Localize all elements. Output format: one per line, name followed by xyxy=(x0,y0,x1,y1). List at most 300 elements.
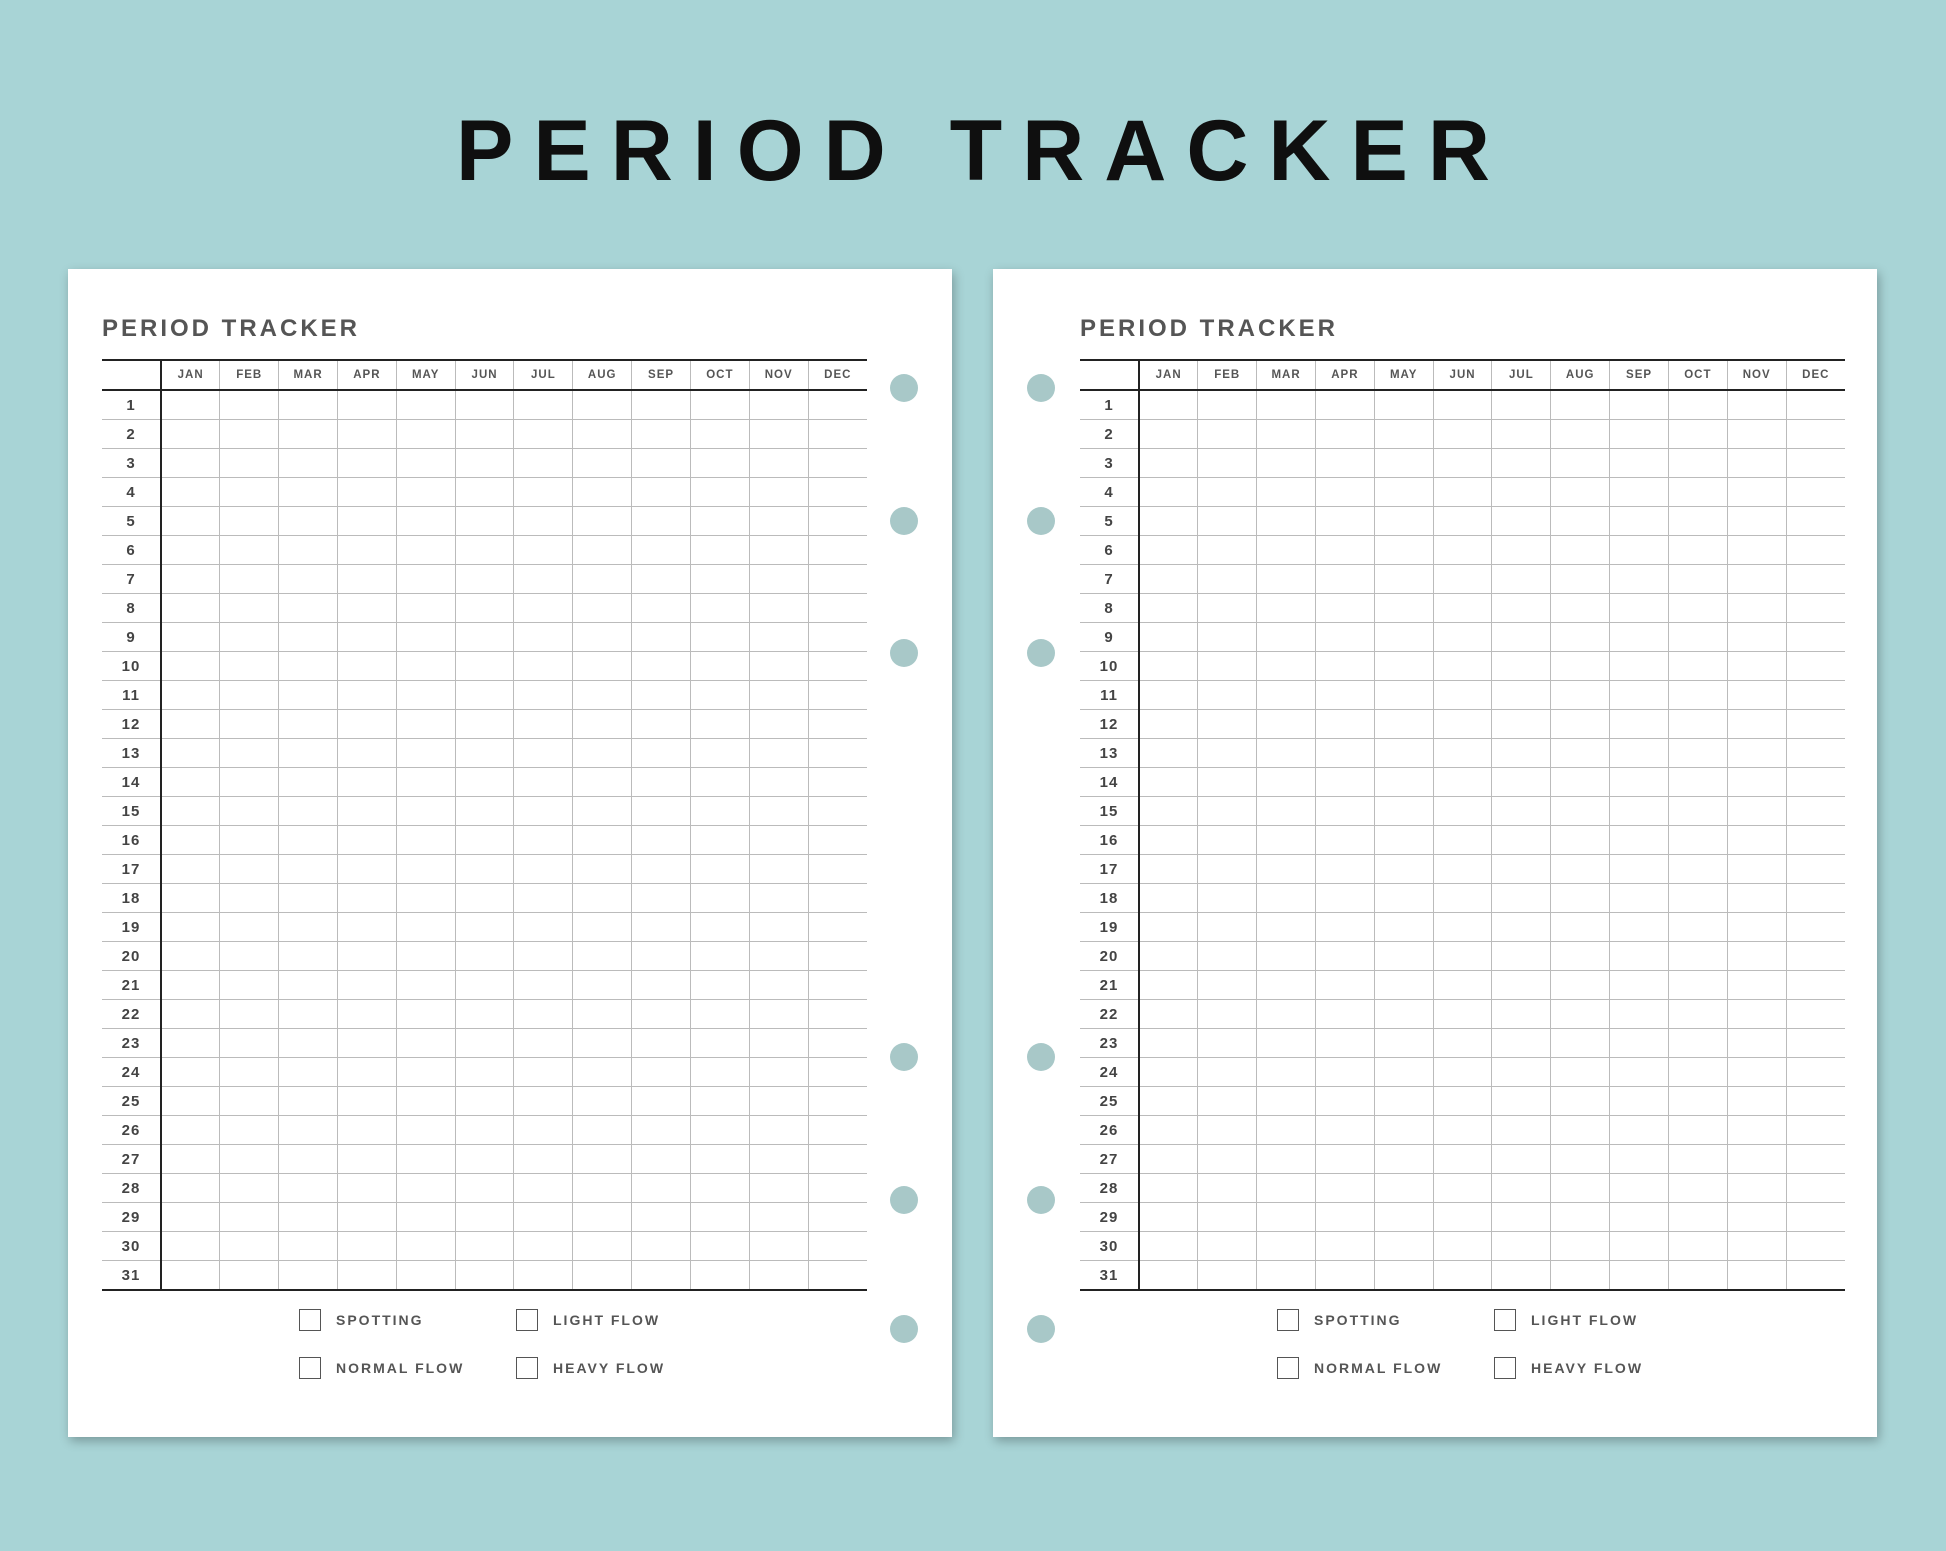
tracker-cell[interactable] xyxy=(1492,507,1551,536)
tracker-cell[interactable] xyxy=(279,1000,338,1029)
tracker-cell[interactable] xyxy=(1374,913,1433,942)
tracker-cell[interactable] xyxy=(396,768,455,797)
tracker-cell[interactable] xyxy=(1433,1087,1492,1116)
tracker-cell[interactable] xyxy=(1198,1029,1257,1058)
tracker-cell[interactable] xyxy=(573,1145,632,1174)
tracker-cell[interactable] xyxy=(1433,449,1492,478)
tracker-cell[interactable] xyxy=(337,681,396,710)
tracker-cell[interactable] xyxy=(1551,1058,1610,1087)
tracker-cell[interactable] xyxy=(1786,855,1845,884)
tracker-cell[interactable] xyxy=(1139,826,1198,855)
tracker-cell[interactable] xyxy=(573,1058,632,1087)
tracker-cell[interactable] xyxy=(1668,652,1727,681)
tracker-cell[interactable] xyxy=(1610,1029,1669,1058)
tracker-cell[interactable] xyxy=(161,739,220,768)
tracker-cell[interactable] xyxy=(1257,1232,1316,1261)
tracker-cell[interactable] xyxy=(514,768,573,797)
tracker-cell[interactable] xyxy=(337,478,396,507)
tracker-cell[interactable] xyxy=(1786,390,1845,420)
tracker-cell[interactable] xyxy=(632,855,691,884)
tracker-cell[interactable] xyxy=(808,449,867,478)
checkbox[interactable] xyxy=(1277,1357,1299,1379)
tracker-cell[interactable] xyxy=(1315,623,1374,652)
tracker-cell[interactable] xyxy=(690,913,749,942)
tracker-cell[interactable] xyxy=(1727,594,1786,623)
tracker-cell[interactable] xyxy=(1786,942,1845,971)
tracker-cell[interactable] xyxy=(396,420,455,449)
tracker-cell[interactable] xyxy=(1668,478,1727,507)
tracker-cell[interactable] xyxy=(808,681,867,710)
tracker-cell[interactable] xyxy=(337,652,396,681)
tracker-cell[interactable] xyxy=(1551,884,1610,913)
tracker-cell[interactable] xyxy=(1786,971,1845,1000)
tracker-cell[interactable] xyxy=(1610,1261,1669,1291)
tracker-cell[interactable] xyxy=(161,507,220,536)
tracker-cell[interactable] xyxy=(1433,739,1492,768)
tracker-cell[interactable] xyxy=(1257,913,1316,942)
tracker-cell[interactable] xyxy=(1610,1203,1669,1232)
tracker-cell[interactable] xyxy=(337,390,396,420)
tracker-cell[interactable] xyxy=(455,390,514,420)
tracker-cell[interactable] xyxy=(455,1029,514,1058)
tracker-cell[interactable] xyxy=(690,565,749,594)
tracker-cell[interactable] xyxy=(396,1145,455,1174)
tracker-cell[interactable] xyxy=(632,390,691,420)
tracker-cell[interactable] xyxy=(1492,1145,1551,1174)
tracker-cell[interactable] xyxy=(1610,623,1669,652)
tracker-cell[interactable] xyxy=(337,1029,396,1058)
tracker-cell[interactable] xyxy=(161,710,220,739)
tracker-cell[interactable] xyxy=(1315,478,1374,507)
tracker-cell[interactable] xyxy=(808,565,867,594)
tracker-cell[interactable] xyxy=(573,1116,632,1145)
tracker-cell[interactable] xyxy=(337,623,396,652)
tracker-cell[interactable] xyxy=(573,942,632,971)
tracker-cell[interactable] xyxy=(749,826,808,855)
tracker-cell[interactable] xyxy=(161,942,220,971)
tracker-cell[interactable] xyxy=(749,1174,808,1203)
tracker-cell[interactable] xyxy=(632,768,691,797)
tracker-cell[interactable] xyxy=(1374,1261,1433,1291)
tracker-cell[interactable] xyxy=(455,1000,514,1029)
tracker-cell[interactable] xyxy=(573,768,632,797)
tracker-cell[interactable] xyxy=(1551,1203,1610,1232)
tracker-cell[interactable] xyxy=(1492,739,1551,768)
tracker-cell[interactable] xyxy=(690,1174,749,1203)
tracker-cell[interactable] xyxy=(808,623,867,652)
tracker-cell[interactable] xyxy=(337,420,396,449)
tracker-cell[interactable] xyxy=(1315,913,1374,942)
tracker-cell[interactable] xyxy=(1786,1174,1845,1203)
tracker-cell[interactable] xyxy=(1786,420,1845,449)
tracker-cell[interactable] xyxy=(396,594,455,623)
tracker-cell[interactable] xyxy=(1257,681,1316,710)
tracker-cell[interactable] xyxy=(632,1058,691,1087)
tracker-cell[interactable] xyxy=(1315,449,1374,478)
tracker-cell[interactable] xyxy=(1727,1058,1786,1087)
tracker-cell[interactable] xyxy=(690,1000,749,1029)
tracker-cell[interactable] xyxy=(808,478,867,507)
tracker-cell[interactable] xyxy=(1374,710,1433,739)
tracker-cell[interactable] xyxy=(161,1232,220,1261)
tracker-cell[interactable] xyxy=(1492,1232,1551,1261)
tracker-cell[interactable] xyxy=(1492,797,1551,826)
tracker-cell[interactable] xyxy=(573,971,632,1000)
tracker-cell[interactable] xyxy=(337,913,396,942)
tracker-cell[interactable] xyxy=(1551,507,1610,536)
tracker-cell[interactable] xyxy=(1433,681,1492,710)
tracker-cell[interactable] xyxy=(455,623,514,652)
tracker-cell[interactable] xyxy=(749,594,808,623)
tracker-cell[interactable] xyxy=(573,478,632,507)
tracker-cell[interactable] xyxy=(220,884,279,913)
tracker-cell[interactable] xyxy=(749,971,808,1000)
tracker-cell[interactable] xyxy=(1374,1029,1433,1058)
tracker-cell[interactable] xyxy=(1492,1174,1551,1203)
tracker-cell[interactable] xyxy=(220,681,279,710)
tracker-cell[interactable] xyxy=(1139,739,1198,768)
tracker-cell[interactable] xyxy=(1786,1232,1845,1261)
tracker-cell[interactable] xyxy=(220,1116,279,1145)
tracker-cell[interactable] xyxy=(1668,565,1727,594)
tracker-cell[interactable] xyxy=(690,855,749,884)
tracker-cell[interactable] xyxy=(455,739,514,768)
tracker-cell[interactable] xyxy=(279,1174,338,1203)
tracker-cell[interactable] xyxy=(1257,652,1316,681)
tracker-cell[interactable] xyxy=(161,1145,220,1174)
tracker-cell[interactable] xyxy=(1492,768,1551,797)
tracker-cell[interactable] xyxy=(1198,681,1257,710)
tracker-cell[interactable] xyxy=(1198,942,1257,971)
tracker-cell[interactable] xyxy=(1610,942,1669,971)
tracker-cell[interactable] xyxy=(514,1174,573,1203)
tracker-cell[interactable] xyxy=(1374,826,1433,855)
tracker-cell[interactable] xyxy=(337,594,396,623)
tracker-cell[interactable] xyxy=(1786,449,1845,478)
tracker-cell[interactable] xyxy=(1551,1145,1610,1174)
tracker-cell[interactable] xyxy=(220,565,279,594)
tracker-cell[interactable] xyxy=(1492,449,1551,478)
tracker-cell[interactable] xyxy=(1257,565,1316,594)
tracker-cell[interactable] xyxy=(514,1029,573,1058)
tracker-cell[interactable] xyxy=(279,1232,338,1261)
tracker-cell[interactable] xyxy=(1374,1000,1433,1029)
tracker-cell[interactable] xyxy=(1668,739,1727,768)
tracker-cell[interactable] xyxy=(396,536,455,565)
tracker-cell[interactable] xyxy=(1374,1203,1433,1232)
tracker-cell[interactable] xyxy=(1786,1203,1845,1232)
legend-item-light-flow[interactable] xyxy=(516,1309,660,1331)
tracker-cell[interactable] xyxy=(632,1145,691,1174)
tracker-cell[interactable] xyxy=(1492,826,1551,855)
tracker-cell[interactable] xyxy=(1786,1087,1845,1116)
tracker-cell[interactable] xyxy=(749,1232,808,1261)
tracker-cell[interactable] xyxy=(1668,913,1727,942)
tracker-cell[interactable] xyxy=(1315,710,1374,739)
tracker-cell[interactable] xyxy=(1433,1203,1492,1232)
tracker-cell[interactable] xyxy=(690,1029,749,1058)
tracker-cell[interactable] xyxy=(1668,681,1727,710)
tracker-cell[interactable] xyxy=(455,536,514,565)
tracker-cell[interactable] xyxy=(337,739,396,768)
tracker-cell[interactable] xyxy=(573,594,632,623)
tracker-cell[interactable] xyxy=(1257,855,1316,884)
tracker-cell[interactable] xyxy=(455,1232,514,1261)
tracker-cell[interactable] xyxy=(1257,1261,1316,1291)
tracker-cell[interactable] xyxy=(1374,797,1433,826)
tracker-cell[interactable] xyxy=(1139,536,1198,565)
tracker-cell[interactable] xyxy=(455,681,514,710)
tracker-cell[interactable] xyxy=(161,536,220,565)
tracker-cell[interactable] xyxy=(1727,1000,1786,1029)
tracker-cell[interactable] xyxy=(749,652,808,681)
tracker-cell[interactable] xyxy=(1315,420,1374,449)
legend-item-normal-flow[interactable] xyxy=(1277,1357,1442,1379)
tracker-cell[interactable] xyxy=(396,1203,455,1232)
tracker-cell[interactable] xyxy=(1786,884,1845,913)
tracker-cell[interactable] xyxy=(1433,1174,1492,1203)
tracker-cell[interactable] xyxy=(632,884,691,913)
tracker-cell[interactable] xyxy=(1610,826,1669,855)
tracker-cell[interactable] xyxy=(1374,1174,1433,1203)
tracker-cell[interactable] xyxy=(1727,710,1786,739)
tracker-cell[interactable] xyxy=(1198,623,1257,652)
tracker-cell[interactable] xyxy=(396,826,455,855)
tracker-cell[interactable] xyxy=(1551,826,1610,855)
tracker-cell[interactable] xyxy=(1668,1087,1727,1116)
tracker-cell[interactable] xyxy=(161,1174,220,1203)
tracker-cell[interactable] xyxy=(1727,536,1786,565)
tracker-cell[interactable] xyxy=(690,797,749,826)
checkbox[interactable] xyxy=(1277,1309,1299,1331)
tracker-cell[interactable] xyxy=(279,681,338,710)
tracker-cell[interactable] xyxy=(1786,652,1845,681)
tracker-cell[interactable] xyxy=(1668,1203,1727,1232)
tracker-cell[interactable] xyxy=(632,971,691,1000)
tracker-cell[interactable] xyxy=(1315,855,1374,884)
tracker-cell[interactable] xyxy=(337,536,396,565)
tracker-cell[interactable] xyxy=(1727,1029,1786,1058)
tracker-cell[interactable] xyxy=(514,1058,573,1087)
tracker-cell[interactable] xyxy=(1198,507,1257,536)
tracker-cell[interactable] xyxy=(573,652,632,681)
tracker-cell[interactable] xyxy=(396,1058,455,1087)
tracker-cell[interactable] xyxy=(396,1261,455,1291)
tracker-cell[interactable] xyxy=(1786,1116,1845,1145)
tracker-cell[interactable] xyxy=(337,971,396,1000)
tracker-cell[interactable] xyxy=(161,768,220,797)
tracker-cell[interactable] xyxy=(632,826,691,855)
tracker-cell[interactable] xyxy=(279,942,338,971)
tracker-cell[interactable] xyxy=(220,1029,279,1058)
tracker-cell[interactable] xyxy=(220,768,279,797)
tracker-cell[interactable] xyxy=(1610,884,1669,913)
tracker-cell[interactable] xyxy=(514,710,573,739)
tracker-cell[interactable] xyxy=(279,1087,338,1116)
tracker-cell[interactable] xyxy=(279,710,338,739)
tracker-cell[interactable] xyxy=(161,1029,220,1058)
tracker-cell[interactable] xyxy=(161,826,220,855)
tracker-cell[interactable] xyxy=(1139,652,1198,681)
tracker-cell[interactable] xyxy=(220,710,279,739)
tracker-cell[interactable] xyxy=(1198,971,1257,1000)
tracker-cell[interactable] xyxy=(749,449,808,478)
tracker-cell[interactable] xyxy=(337,1261,396,1291)
tracker-cell[interactable] xyxy=(1610,1058,1669,1087)
tracker-cell[interactable] xyxy=(337,1116,396,1145)
tracker-cell[interactable] xyxy=(279,390,338,420)
tracker-cell[interactable] xyxy=(220,739,279,768)
tracker-cell[interactable] xyxy=(455,565,514,594)
tracker-cell[interactable] xyxy=(1315,1116,1374,1145)
checkbox[interactable] xyxy=(516,1309,538,1331)
tracker-cell[interactable] xyxy=(161,681,220,710)
tracker-cell[interactable] xyxy=(1257,478,1316,507)
tracker-cell[interactable] xyxy=(573,565,632,594)
tracker-cell[interactable] xyxy=(514,971,573,1000)
tracker-cell[interactable] xyxy=(1257,1174,1316,1203)
tracker-cell[interactable] xyxy=(1315,797,1374,826)
tracker-cell[interactable] xyxy=(1198,855,1257,884)
tracker-cell[interactable] xyxy=(220,1174,279,1203)
tracker-cell[interactable] xyxy=(632,594,691,623)
tracker-cell[interactable] xyxy=(690,478,749,507)
tracker-cell[interactable] xyxy=(1551,1029,1610,1058)
tracker-cell[interactable] xyxy=(573,884,632,913)
tracker-cell[interactable] xyxy=(1492,390,1551,420)
tracker-cell[interactable] xyxy=(1668,884,1727,913)
tracker-cell[interactable] xyxy=(573,913,632,942)
tracker-cell[interactable] xyxy=(1727,884,1786,913)
tracker-cell[interactable] xyxy=(749,1058,808,1087)
tracker-cell[interactable] xyxy=(1374,507,1433,536)
tracker-cell[interactable] xyxy=(808,1232,867,1261)
tracker-cell[interactable] xyxy=(279,1116,338,1145)
tracker-cell[interactable] xyxy=(1433,913,1492,942)
tracker-cell[interactable] xyxy=(1433,507,1492,536)
tracker-cell[interactable] xyxy=(455,971,514,1000)
tracker-cell[interactable] xyxy=(1139,681,1198,710)
tracker-cell[interactable] xyxy=(690,971,749,1000)
tracker-cell[interactable] xyxy=(1786,594,1845,623)
tracker-cell[interactable] xyxy=(1610,536,1669,565)
tracker-cell[interactable] xyxy=(1727,565,1786,594)
tracker-cell[interactable] xyxy=(1610,913,1669,942)
tracker-cell[interactable] xyxy=(1257,449,1316,478)
tracker-cell[interactable] xyxy=(279,971,338,1000)
tracker-cell[interactable] xyxy=(1315,826,1374,855)
tracker-cell[interactable] xyxy=(455,1058,514,1087)
tracker-cell[interactable] xyxy=(1315,1058,1374,1087)
tracker-cell[interactable] xyxy=(1315,1145,1374,1174)
checkbox[interactable] xyxy=(1494,1357,1516,1379)
tracker-cell[interactable] xyxy=(573,1029,632,1058)
tracker-cell[interactable] xyxy=(1315,652,1374,681)
tracker-cell[interactable] xyxy=(1551,739,1610,768)
tracker-cell[interactable] xyxy=(573,420,632,449)
tracker-cell[interactable] xyxy=(1139,855,1198,884)
tracker-cell[interactable] xyxy=(573,681,632,710)
tracker-cell[interactable] xyxy=(220,507,279,536)
tracker-cell[interactable] xyxy=(1315,1232,1374,1261)
tracker-cell[interactable] xyxy=(279,1145,338,1174)
tracker-cell[interactable] xyxy=(1139,797,1198,826)
tracker-cell[interactable] xyxy=(1139,1000,1198,1029)
tracker-cell[interactable] xyxy=(279,623,338,652)
tracker-cell[interactable] xyxy=(161,855,220,884)
tracker-cell[interactable] xyxy=(455,913,514,942)
tracker-cell[interactable] xyxy=(1551,478,1610,507)
tracker-cell[interactable] xyxy=(1492,681,1551,710)
tracker-cell[interactable] xyxy=(1257,1145,1316,1174)
tracker-cell[interactable] xyxy=(396,855,455,884)
tracker-cell[interactable] xyxy=(1727,478,1786,507)
tracker-cell[interactable] xyxy=(396,884,455,913)
tracker-cell[interactable] xyxy=(1668,507,1727,536)
tracker-cell[interactable] xyxy=(690,1116,749,1145)
tracker-cell[interactable] xyxy=(220,1203,279,1232)
tracker-cell[interactable] xyxy=(1198,478,1257,507)
tracker-cell[interactable] xyxy=(1374,565,1433,594)
tracker-cell[interactable] xyxy=(573,1174,632,1203)
tracker-cell[interactable] xyxy=(1610,1174,1669,1203)
tracker-cell[interactable] xyxy=(220,971,279,1000)
tracker-cell[interactable] xyxy=(808,1116,867,1145)
tracker-cell[interactable] xyxy=(514,536,573,565)
tracker-cell[interactable] xyxy=(1374,449,1433,478)
tracker-cell[interactable] xyxy=(1315,390,1374,420)
tracker-cell[interactable] xyxy=(690,1087,749,1116)
tracker-cell[interactable] xyxy=(1433,942,1492,971)
legend-item-heavy-flow[interactable] xyxy=(1494,1357,1643,1379)
tracker-cell[interactable] xyxy=(337,1145,396,1174)
tracker-cell[interactable] xyxy=(279,449,338,478)
tracker-cell[interactable] xyxy=(690,1203,749,1232)
tracker-cell[interactable] xyxy=(1198,594,1257,623)
tracker-cell[interactable] xyxy=(1668,1174,1727,1203)
tracker-cell[interactable] xyxy=(808,1058,867,1087)
tracker-cell[interactable] xyxy=(1786,507,1845,536)
tracker-cell[interactable] xyxy=(220,1261,279,1291)
tracker-cell[interactable] xyxy=(1139,390,1198,420)
tracker-cell[interactable] xyxy=(1257,507,1316,536)
tracker-cell[interactable] xyxy=(573,1000,632,1029)
tracker-cell[interactable] xyxy=(1257,420,1316,449)
tracker-cell[interactable] xyxy=(749,1116,808,1145)
tracker-cell[interactable] xyxy=(1315,884,1374,913)
tracker-cell[interactable] xyxy=(161,1203,220,1232)
tracker-cell[interactable] xyxy=(1492,1029,1551,1058)
tracker-cell[interactable] xyxy=(690,768,749,797)
tracker-cell[interactable] xyxy=(1198,390,1257,420)
tracker-cell[interactable] xyxy=(514,623,573,652)
tracker-cell[interactable] xyxy=(220,652,279,681)
tracker-cell[interactable] xyxy=(690,1058,749,1087)
tracker-cell[interactable] xyxy=(1727,623,1786,652)
tracker-cell[interactable] xyxy=(455,1145,514,1174)
tracker-cell[interactable] xyxy=(1257,1058,1316,1087)
tracker-cell[interactable] xyxy=(1492,478,1551,507)
tracker-cell[interactable] xyxy=(1610,507,1669,536)
tracker-cell[interactable] xyxy=(1374,536,1433,565)
tracker-cell[interactable] xyxy=(690,710,749,739)
legend-item-spotting[interactable] xyxy=(299,1309,424,1331)
tracker-cell[interactable] xyxy=(808,710,867,739)
tracker-cell[interactable] xyxy=(1374,1232,1433,1261)
tracker-cell[interactable] xyxy=(455,1203,514,1232)
tracker-cell[interactable] xyxy=(808,855,867,884)
tracker-cell[interactable] xyxy=(1257,390,1316,420)
